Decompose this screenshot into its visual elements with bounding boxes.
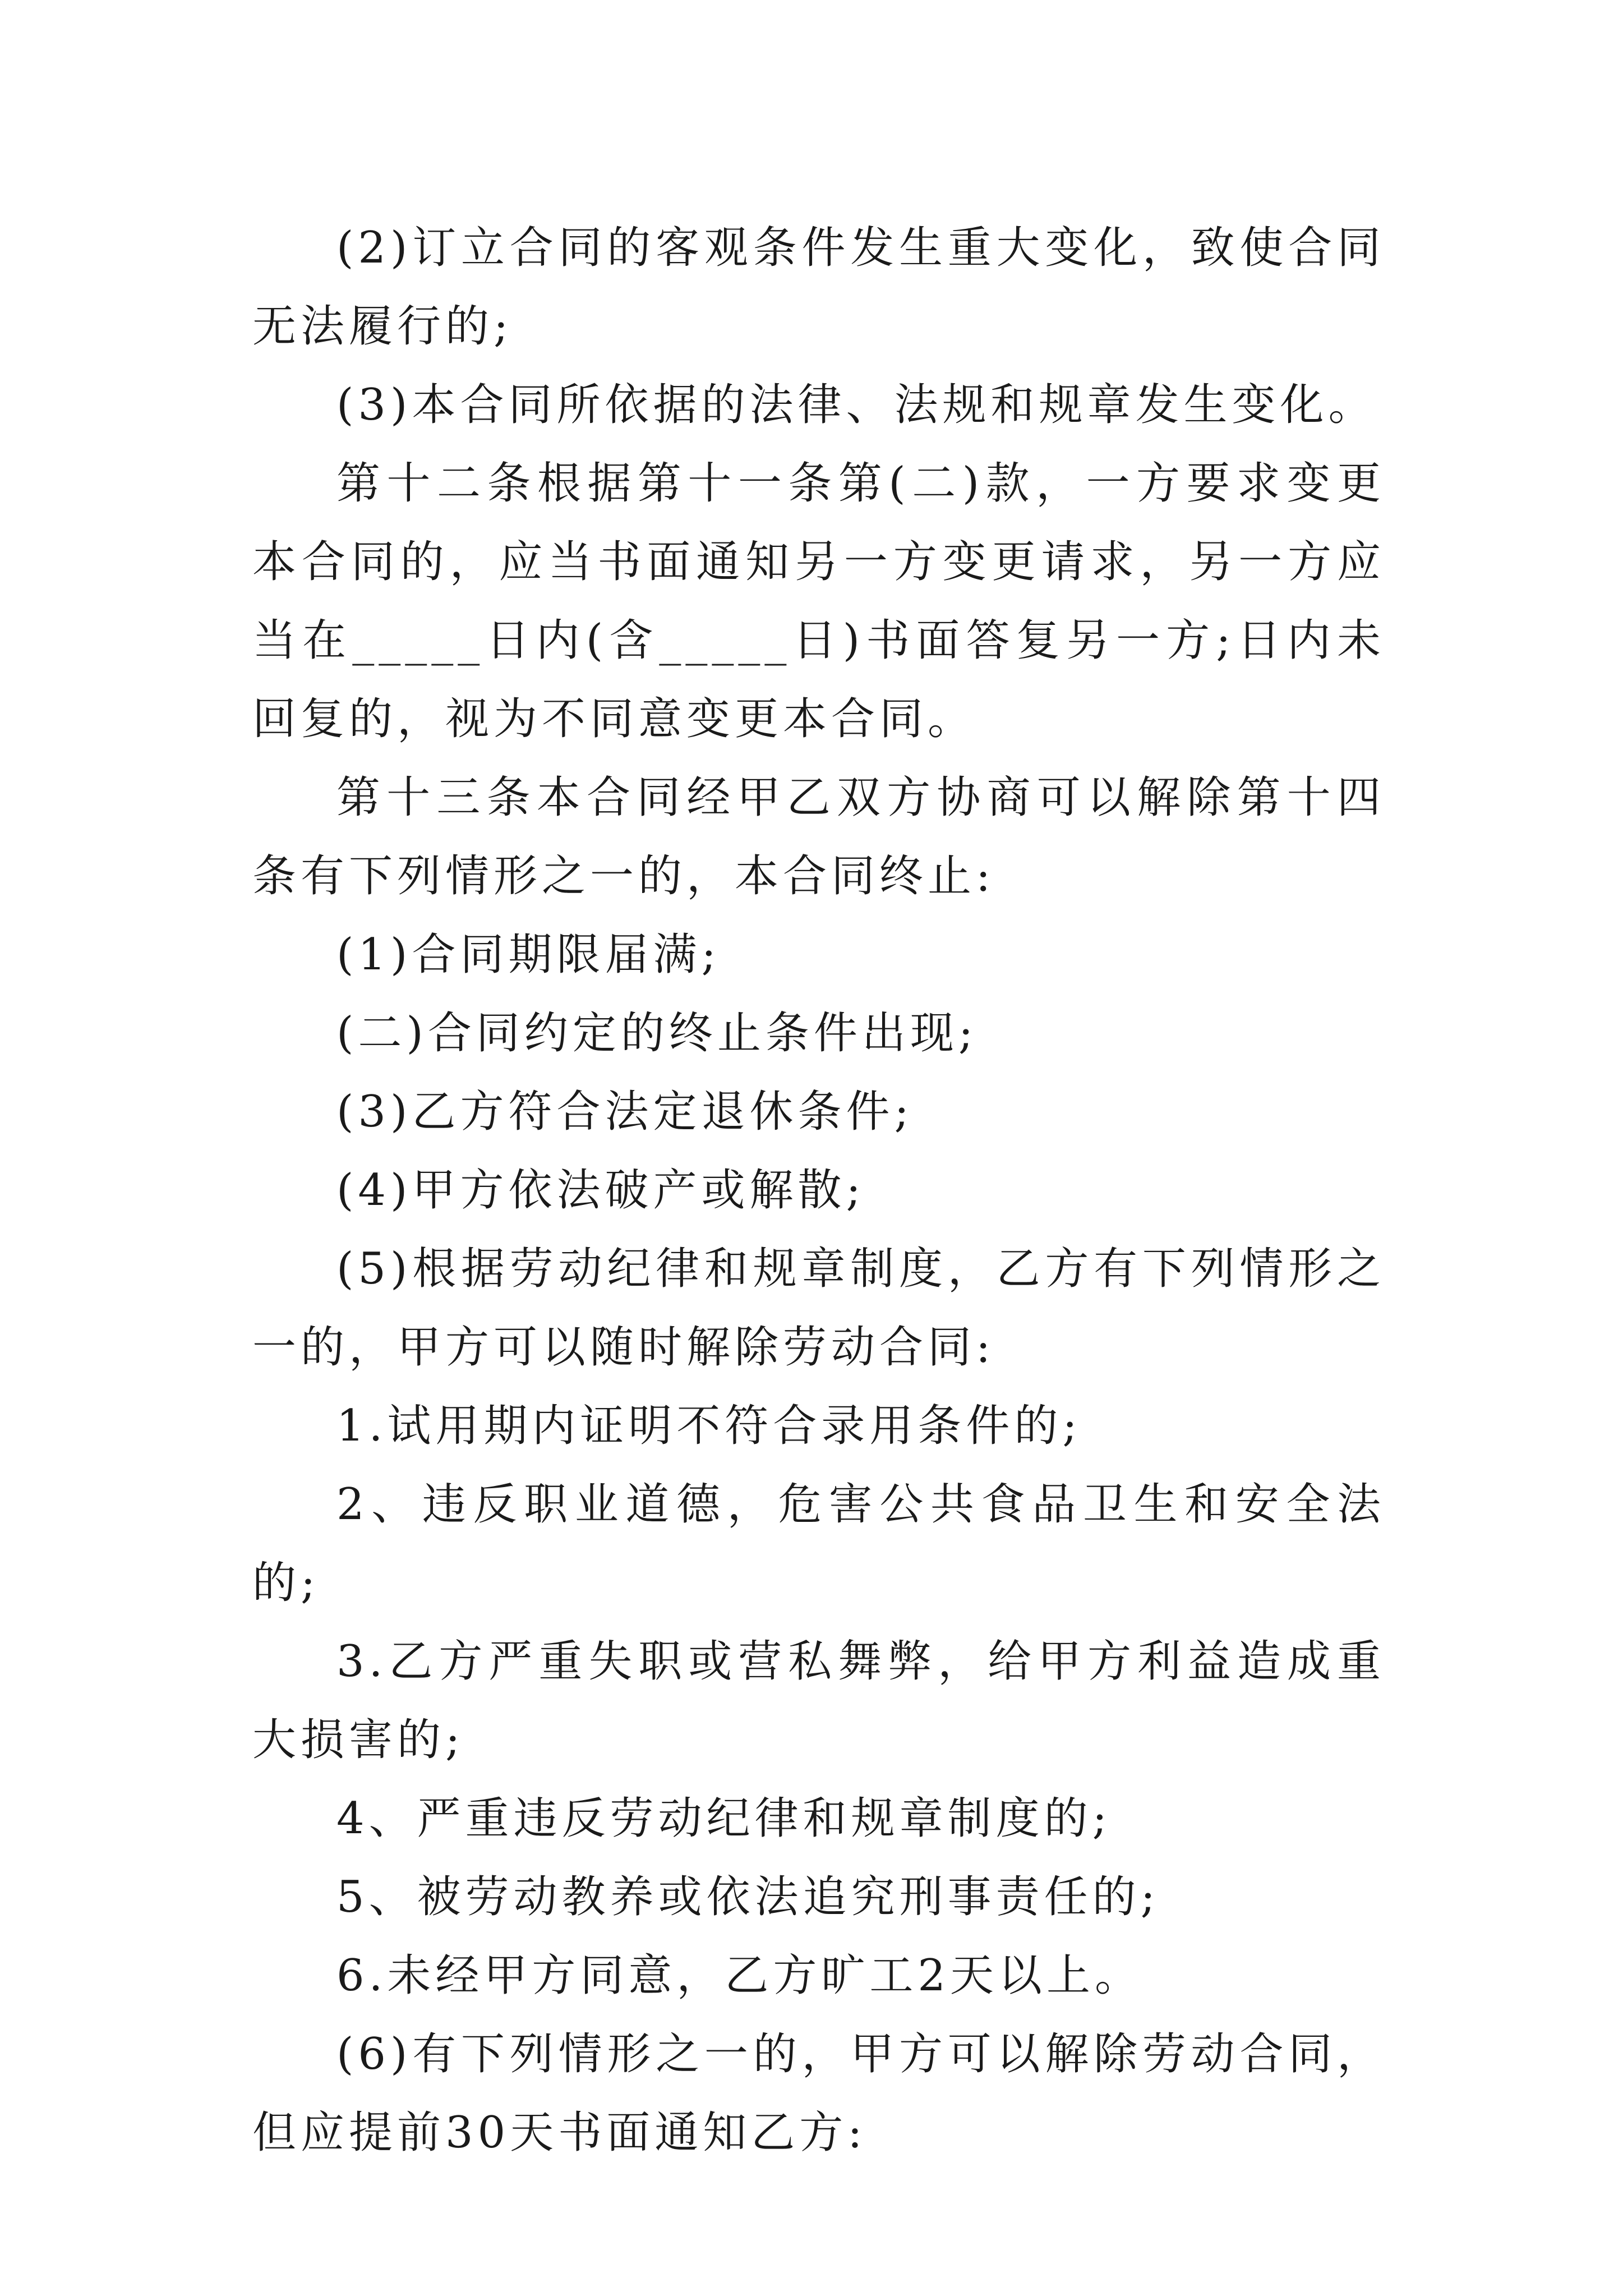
paragraph-termination-6: (6)有下列情形之一的，甲方可以解除劳动合同，但应提前30天书面通知乙方: [252,2029,1385,2158]
paragraph-termination-5: (5)根据劳动纪律和规章制度，乙方有下列情形之一的，甲方可以随时解除劳动合同: [252,1244,1385,1373]
paragraph-termination-2: (二)合同约定的终止条件出现; [336,1008,978,1059]
paragraph-termination-3: (3)乙方符合法定退休条件; [336,1087,914,1137]
paragraph-sub-item-5: 5、被劳动教养或依法追究刑事责任的; [336,1872,1160,1922]
paragraph-termination-4: (4)甲方依法破产或解散; [336,1165,865,1216]
paragraph-sub-item-6: 6.未经甲方同意，乙方旷工2天以上。 [336,1950,1144,2001]
paragraph-article-13: 第十三条本合同经甲乙双方协商可以解除第十四条有下列情形之一的，本合同终止: [252,772,1385,901]
paragraph-clause-3: (3)本合同所依据的法律、法规和规章发生变化。 [336,380,1377,430]
paragraph-clause-2: (2)订立合同的客观条件发生重大变化，致使合同无法履行的; [252,223,1385,352]
paragraph-article-12: 第十二条根据第十一条第(二)款，一方要求变更本合同的，应当书面通知另一方变更请求，另一方应当在_____日内(含_____日)书面答复另一方;日内未回复的，视为不同意变更本合同。 [252,458,1385,744]
document-body [252,209,1385,2172]
paragraph-sub-item-4: 4、严重违反劳动纪律和规章制度的; [336,1793,1112,1844]
paragraph-sub-item-3: 3.乙方严重失职或营私舞弊，给甲方利益造成重大损害的; [252,1636,1385,1765]
paragraph-sub-item-2: 2、违反职业道德，危害公共食品卫生和安全法的; [252,1479,1385,1608]
paragraph-sub-item-1: 1.试用期内证明不符合录用条件的; [336,1401,1082,1451]
paragraph-termination-1: (1)合同期限届满; [336,930,721,980]
